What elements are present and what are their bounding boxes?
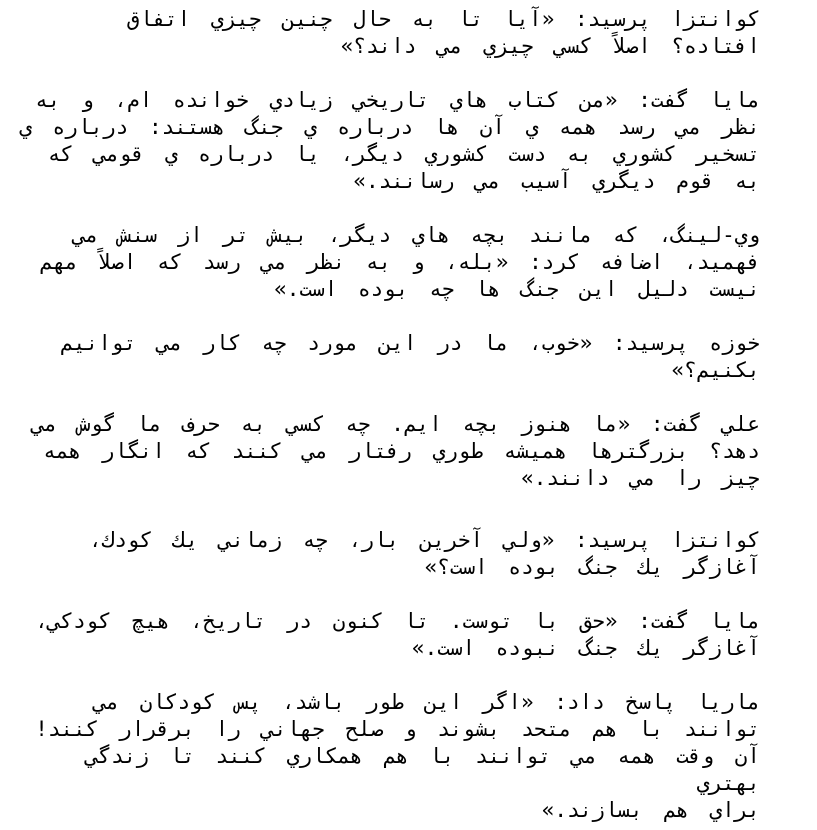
paragraph-spacer [14, 662, 760, 689]
paragraph-maya-right: مايا گفت: «حق با توست. تا كنون در تاريخ، هيچ كودكي، آغازگر يك جنگ نبوده است.» [35, 609, 760, 660]
paragraph-spacer [14, 581, 760, 608]
paragraph-maya-history: مايا گفت: «من كتاب هاي تاريخي زيادي خوانده ام، و به نظر مي رسد همه ي آن ها درباره ي جنگ هستند: درباره ي تسخير كشوري به دست كشوري ديگر، يا درباره ي قومي كه به قوم ديگري آسيب مي رسانند.» [19, 88, 760, 193]
paragraph-spacer [14, 303, 760, 330]
paragraph-kwanza-question: كوانتزا پرسيد: «آيا تا به حال چنين چيزي اتفاق افتاده؟ اصلاً كسي چيزي مي داند؟» [127, 7, 760, 58]
paragraph-spacer [14, 384, 760, 411]
paragraph-wei-ling: وي-لينگ، كه مانند بچه هاي ديگر، بيش تر از سنش مي فهميد، اضافه كرد: «بله، و به نظر مي رسد كه اصلاً مهم نيست دليل اين جنگ ها چه بوده است.» [39, 223, 760, 301]
paragraph-jose-question: خوزه پرسيد: «خوب، ما در اين مورد چه كار مي توانيم بكنيم؟» [60, 331, 760, 382]
paragraph-maria-answer: ماريا پاسخ داد: «اگر اين طور باشد، پس كودكان مي توانند با هم متحد بشوند و صلح جهاني را برقرار كنند! آن وقت همه مي توانند با هم همكاري كنند تا زندگي بهتري براي هم بسازند.» [35, 690, 760, 822]
paragraph-spacer [14, 60, 760, 87]
paragraph-kwanza-child: كوانتزا پرسيد: «ولي آخرين بار، چه زماني يك كودك، آغازگر يك جنگ بوده است؟» [89, 528, 760, 579]
paragraph-spacer [14, 492, 760, 527]
paragraph-ali: علي گفت: «ما هنوز بچه ايم. چه كسي به حرف ما گوش مي دهد؟ بزرگترها هميشه طوري رفتار مي كنند كه انگار همه چيز را مي دانند.» [31, 412, 760, 490]
paragraph-spacer [14, 195, 760, 222]
document-text [14, 6, 760, 824]
